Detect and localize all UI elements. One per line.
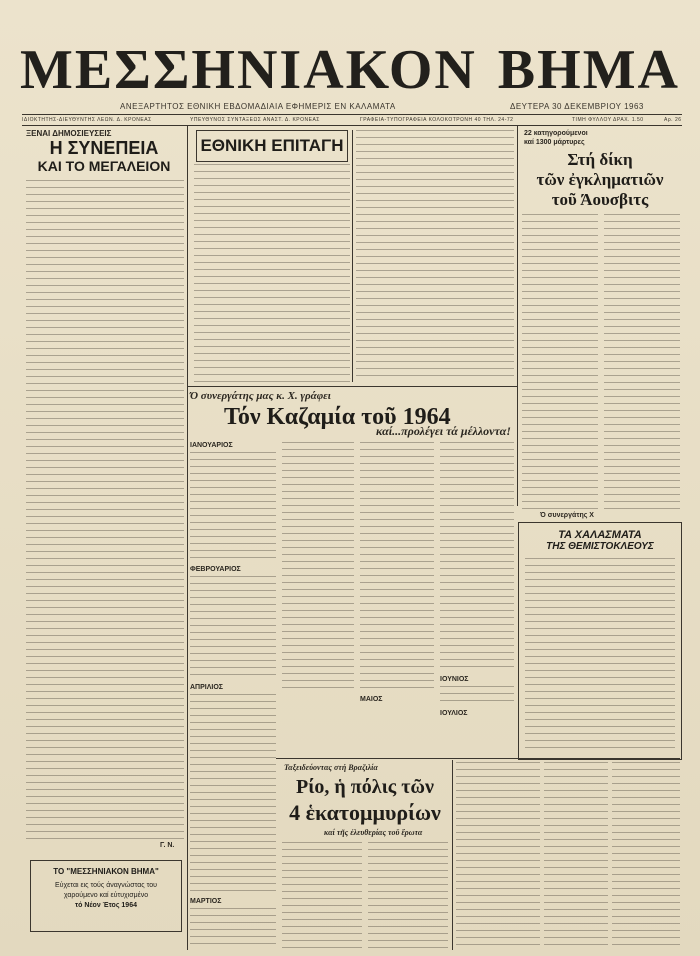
month-march: ΜΑΡΤΙΟΣ [190,898,222,905]
ad-line-1: ΤΟ "ΜΕΣΣΗΝΙΑΚΟΝ ΒΗΜΑ" [53,867,159,876]
month-january: ΙΑΝΟΥΑΡΙΟΣ [190,442,233,449]
editor-line: ΥΠΕΥΘΥΝΟΣ ΣΥΝΤΑΞΕΩΣ ΑΝΑΣΤ. Δ. ΚΡΟΝΕΑΣ [190,117,320,123]
month-may: ΜΑΙΟΣ [360,696,383,703]
ad-line-2: Εύχεται εις τούς άναγνώστας του [54,882,157,889]
rio-headline-2: 4 ἑκατομμυρίων [289,800,441,825]
owner-line: ΙΔΙΟΚΤΗΤΗΣ-ΔΙΕΥΘΥΝΤΗΣ ΛΕΩΝ. Δ. ΚΡΟΝΕΑΣ [22,117,152,123]
kazamias-subline: καί...προλέγει τά μέλλοντα! [376,424,511,438]
themistokleous-headline-2: ΤΗΣ ΘΕΜΙΣΤΟΚΛΕΟΥΣ [546,541,654,552]
rio-subline: καί τῆς ἐλευθερίας τοῦ ἔρωτα [324,828,423,837]
auschwitz-headline-2: τῶν ἐγκληματιῶν [536,170,664,189]
right-kicker-1: 22 κατηγορούμενοι [524,130,588,137]
price-line: ΤΙΜΗ ΦΥΛΛΟΥ ΔΡΑΧ. 1.50 [572,117,644,123]
ad-line-4: τό Νέον Έτος 1964 [74,902,137,909]
left-headline-2: ΚΑΙ ΤΟ ΜΕΓΑΛΕΙΟΝ [37,158,171,174]
right-kicker-2: καί 1300 μάρτυρες [524,139,585,146]
month-february: ΦΕΒΡΟΥΑΡΙΟΣ [190,566,241,573]
rio-headline-1: Ρίο, ἡ πόλις τῶν [296,776,434,798]
month-april: ΑΠΡΙΛΙΟΣ [190,684,223,691]
new-year-ad-box [30,860,182,932]
themistokleous-box [518,522,682,760]
left-signature: Γ. Ν. [160,842,175,849]
masthead [20,40,680,100]
masthead-title-left: ΜΕΣΣΗΝΙΑΚΟΝ [20,39,477,101]
rio-kicker: Ταξειδεύοντας στή Βραζιλία [284,763,378,772]
themistokleous-headline-1: ΤΑ ΧΑΛΑΣΜΑΤΑ [558,529,642,541]
ad-line-3: χαρούμενο καί εύτυχισμένο [63,892,149,899]
month-july: ΙΟΥΛΙΟΣ [440,710,468,717]
kazamias-headline: Τόν Καζαμία τοῦ 1964 [224,404,451,430]
masthead-title-right: ΒΗΜΑ [497,39,680,101]
month-june: ΙΟΥΝΙΟΣ [440,676,469,683]
center-headline: ΕΘΝΙΚΗ ΕΠΙΤΑΓΗ [200,136,344,155]
center-headline-box [196,130,348,162]
issue-number: Αρ. 26 [664,117,682,123]
masthead-tagline: ΑΝΕΞΑΡΤΗΤΟΣ ΕΘΝΙΚΗ ΕΒΔΟΜΑΔΙΑΙΑ ΕΦΗΜΕΡΙΣ ΕΝ ΚΑΛΑΜΑΤΑ [120,102,396,111]
masthead-date: ΔΕΥΤΕΡΑ 30 ΔΕΚΕΜΒΡΙΟΥ 1963 [510,102,644,111]
left-kicker: ΞΕΝΑΙ ΔΗΜΟΣΙΕΥΣΕΙΣ [26,129,112,138]
center-article-col1 [194,164,350,382]
center-article-col2 [356,130,514,382]
left-headline-1: Η ΣΥΝΕΠΕΙΑ [49,138,159,158]
auschwitz-headline-1: Στή δίκη [567,150,633,169]
left-article-text [26,180,184,840]
offices-line: ΓΡΑΦΕΙΑ-ΤΥΠΟΓΡΑΦΕΙΑ ΚΟΛΟΚΟΤΡΩΝΗ 40 ΤΗΛ. 24-72 [360,117,514,123]
right-signature: Ό συνεργάτης Χ [540,512,594,519]
auschwitz-headline-3: τοῦ Άουσβιτς [551,190,649,209]
kazamias-kicker: Ό συνεργάτης μας κ. Χ. γράφει [190,390,331,402]
